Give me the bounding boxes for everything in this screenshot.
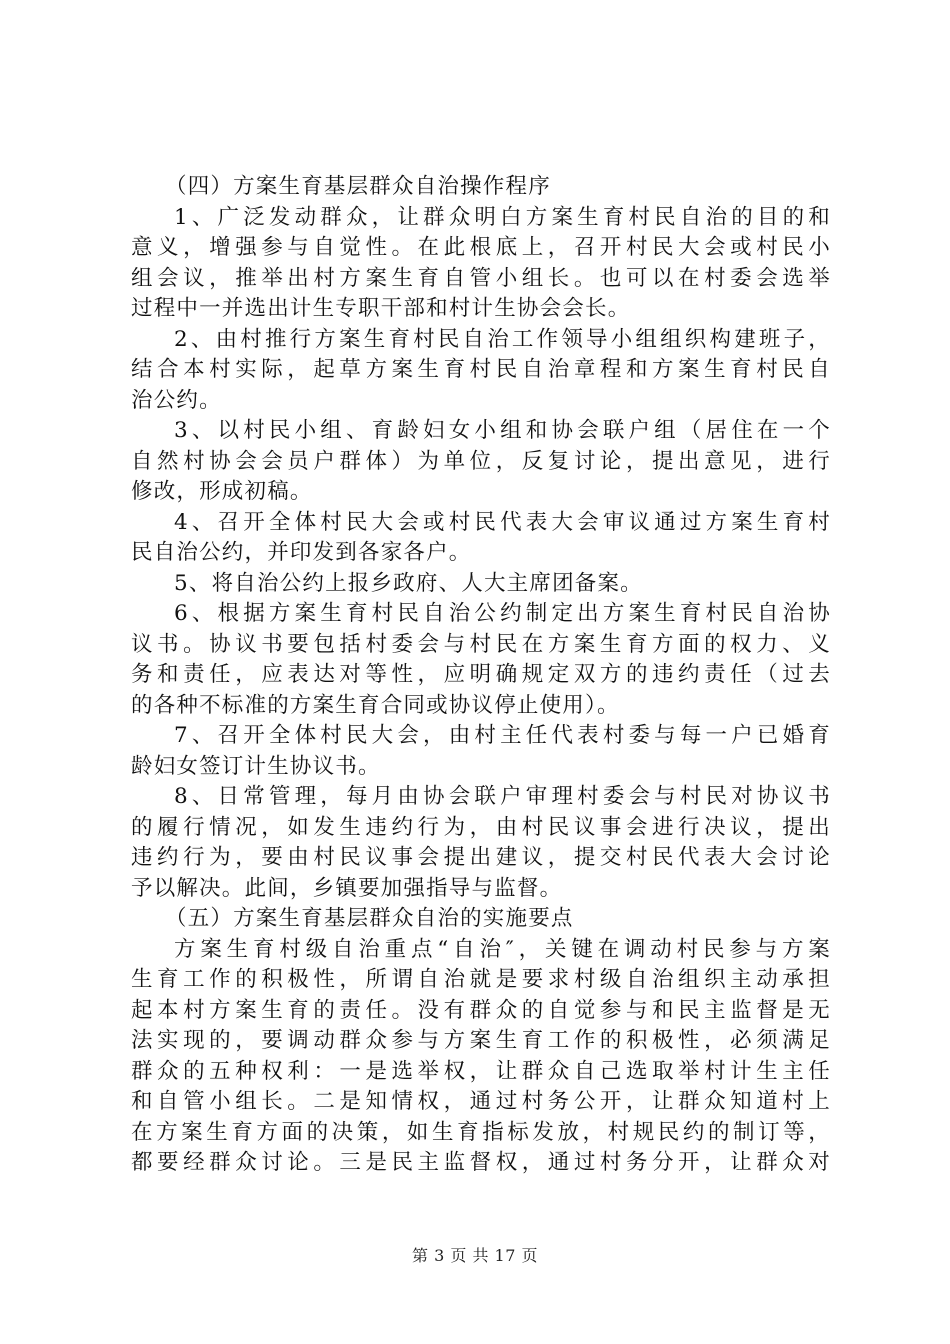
paragraph-line: 4、召开全体村民大会或村民代表大会审议通过方案生育村 <box>174 509 831 535</box>
paragraph-line: 1、广泛发动群众，让群众明白方案生育村民自治的目的和 <box>174 204 831 230</box>
paragraph-line: 起本村方案生育的责任。没有群众的自觉参与和民主监督是无 <box>131 997 831 1023</box>
paragraph-line: 群众的五种权利：一是选举权，让群众自己选取举村计生主任 <box>131 1058 831 1084</box>
paragraph-line: 5、将自治公约上报乡政府、人大主席团备案。 <box>174 570 643 596</box>
paragraph-line: 在方案生育方面的决策，如生育指标发放，村规民约的制订等， <box>131 1119 831 1145</box>
paragraph-line: 8、日常管理，每月由协会联户审理村委会与村民对协议书 <box>174 784 831 809</box>
paragraph-line: 的各种不标准的方案生育合同或协议停止使用）。 <box>131 692 620 718</box>
paragraph-line: 结合本村实际，起草方案生育村民自治章程和方案生育村民自 <box>131 357 831 382</box>
paragraph-line: 修改，形成初稿。 <box>131 479 313 504</box>
paragraph-line: 生育工作的积极性，所谓自治就是要求村级自治组织主动承担 <box>131 967 831 992</box>
paragraph-line: 龄妇女签订计生协议书。 <box>131 753 381 779</box>
section-heading-4: （四）方案生育基层群众自治操作程序 <box>165 174 551 199</box>
paragraph-line: 的履行情况，如发生违约行为，由村民议事会进行决议，提出 <box>131 814 831 840</box>
page-number-footer: 第 3 页 共 17 页 <box>412 1246 538 1265</box>
paragraph-line: 过程中一并选出计生专职干部和村计生协会会长。 <box>131 296 631 321</box>
paragraph-line: 议书。协议书要包括村委会与村民在方案生育方面的权力、义 <box>131 631 831 657</box>
paragraph-line: 法实现的，要调动群众参与方案生育工作的积极性，必须满足 <box>131 1028 831 1053</box>
paragraph-line: 都要经群众讨论。三是民主监督权，通过村务分开，让群众对 <box>131 1150 831 1175</box>
paragraph-line: 予以解决。此间，乡镇要加强指导与监督。 <box>131 875 563 901</box>
paragraph-line: 组会议，推举出村方案生育自管小组长。也可以在村委会选举 <box>131 265 831 291</box>
paragraph-line: 3、以村民小组、育龄妇女小组和协会联户组（居住在一个 <box>174 418 831 443</box>
section-heading-5: （五）方案生育基层群众自治的实施要点 <box>165 906 574 931</box>
paragraph-line: 治公约。 <box>131 387 222 413</box>
document-body <box>131 172 831 1179</box>
paragraph-line: 务和责任，应表达对等性，应明确规定双方的违约责任（过去 <box>131 662 831 687</box>
paragraph-line: 6、根据方案生育村民自治公约制定出方案生育村民自治协 <box>174 601 831 626</box>
paragraph-line: 民自治公约，并印发到各家各户。 <box>131 540 472 565</box>
paragraph-line: 意义，增强参与自觉性。在此根底上，召开村民大会或村民小 <box>131 235 831 260</box>
paragraph-line: 方案生育村级自治重点“自治″，关键在调动村民参与方案 <box>174 936 831 962</box>
paragraph-line: 自然村协会会员户群体）为单位，反复讨论，提出意见，进行 <box>131 448 831 474</box>
paragraph-line: 2、由村推行方案生育村民自治工作领导小组组织构建班子， <box>174 326 831 352</box>
paragraph-line: 7、召开全体村民大会，由村主任代表村委与每一户已婚育 <box>174 723 831 748</box>
paragraph-line: 违约行为，要由村民议事会提出建议，提交村民代表大会讨论 <box>131 845 831 870</box>
paragraph-line: 和自管小组长。二是知情权，通过村务公开，让群众知道村上 <box>131 1089 831 1114</box>
